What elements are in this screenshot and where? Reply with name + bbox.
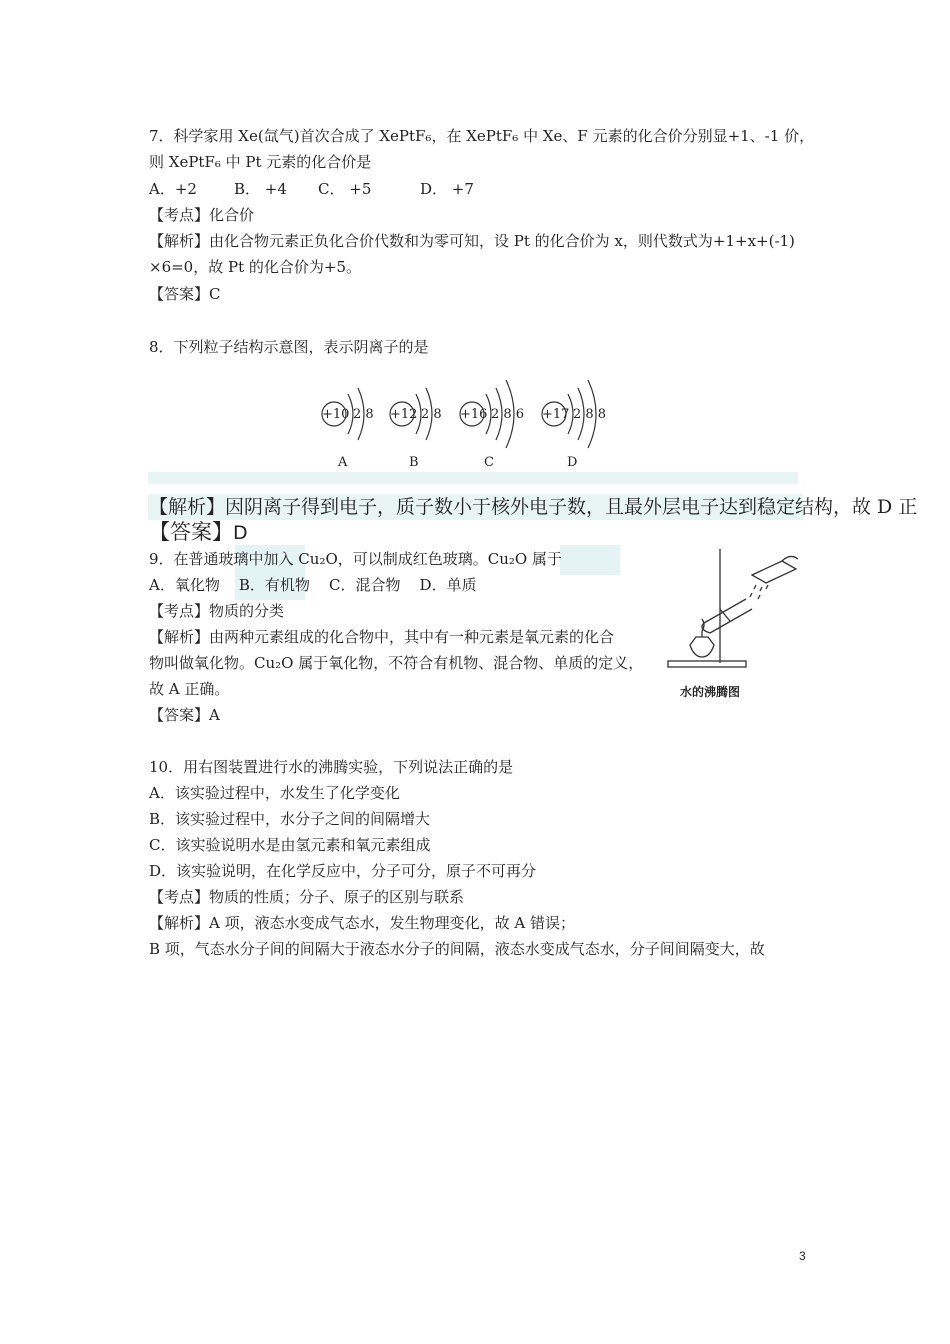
atom-c-shells: 2 8 6 [491, 407, 525, 422]
q9-answer: 【答案】A [149, 706, 220, 724]
q10-option-d: D．该实验说明，在化学反应中，分子可分，原子不可再分 [149, 862, 537, 880]
q7-option-d: D． +7 [420, 180, 474, 198]
q7-jiexi-line2: ×6=0，故 Pt 的化合价为+5。 [149, 258, 361, 276]
q10-option-b: B．该实验过程中，水分子之间的间隔增大 [149, 810, 431, 828]
q8-answer [149, 520, 248, 544]
atom-a-shells: 2 8 [353, 407, 374, 422]
water-boiling-apparatus-figure [660, 545, 800, 675]
q7-option-c: C． +5 [318, 180, 372, 198]
atom-d-nucleus: +17 [542, 407, 570, 422]
atom-a-label: A [338, 455, 348, 470]
q7-option-b: B． +4 [234, 180, 287, 198]
q9-options: A．氧化物 B．有机物 C．混合物 D．单质 [149, 576, 477, 594]
q9-jiexi-line2: 物叫做氧化物。Cu₂O 属于氧化物，不符合有机物、混合物、单质的定义， [149, 654, 644, 672]
atom-b-shells: 2 8 [421, 407, 442, 422]
q8-stem: 8．下列粒子结构示意图，表示阴离子的是 [149, 338, 429, 356]
q8-answer-value: D [233, 522, 248, 544]
q10-kaodian: 【考点】物质的性质；分子、原子的区别与联系 [149, 888, 465, 906]
q7-jiexi-line1: 【解析】由化合物元素正负化合价代数和为零可知，设 Pt 的化合价为 x，则代数式为+1+x+(-1) [149, 232, 795, 250]
atom-d-label: D [567, 455, 578, 470]
q7-stem-line2: 则 XePtF₆ 中 Pt 元素的化合价是 [149, 153, 372, 171]
q9-kaodian: 【考点】物质的分类 [149, 602, 285, 620]
atom-c-nucleus: +16 [460, 407, 488, 422]
q7-stem-line1: 7．科学家用 Xe(氙气)首次合成了 XePtF₆，在 XePtF₆ 中 Xe、F 元素的化合价分别显+1、-1 价， [149, 127, 815, 145]
q7-option-a: A．+2 [149, 180, 197, 198]
q10-jiexi-line2: B 项，气态水分子间的间隔大于液态水分子的间隔，液态水变成气态水，分子间间隔变大，故 [149, 940, 765, 958]
q8-jiexi: 【解析】因阴离子得到电子，质子数小于核外电子数，且最外层电子达到稳定结构，故 D 正 [149, 496, 918, 518]
watermark-band [148, 472, 798, 484]
atom-a-nucleus: +10 [322, 407, 350, 422]
q9-stem: 9．在普通玻璃中加入 Cu₂O，可以制成红色玻璃。Cu₂O 属于 [149, 550, 562, 568]
figure-caption: 水的沸腾图 [680, 685, 741, 699]
atom-d-shells: 2 8 8 [573, 407, 607, 422]
q9-jiexi-line3: 故 A 正确。 [149, 680, 230, 698]
q10-option-a: A．该实验过程中，水发生了化学变化 [149, 784, 400, 802]
q10-option-c: C．该实验说明水是由氢元素和氧元素组成 [149, 836, 431, 854]
q7-kaodian: 【考点】化合价 [149, 206, 255, 224]
q7-answer: 【答案】C [149, 285, 221, 303]
q8-answer-tag: 【答案】 [149, 520, 233, 544]
watermark-block [560, 545, 620, 575]
q9-jiexi-line1: 【解析】由两种元素组成的化合物中，其中有一种元素是氧元素的化合 [149, 628, 615, 646]
atom-c-label: C [484, 455, 494, 470]
atom-b-label: B [409, 455, 419, 470]
q10-stem: 10．用右图装置进行水的沸腾实验，下列说法正确的是 [149, 758, 514, 776]
atom-b-nucleus: +12 [390, 407, 418, 422]
q10-jiexi-line1: 【解析】A 项，液态水变成气态水，发生物理变化，故 A 错误； [149, 914, 575, 932]
page-number: 3 [799, 1249, 806, 1263]
